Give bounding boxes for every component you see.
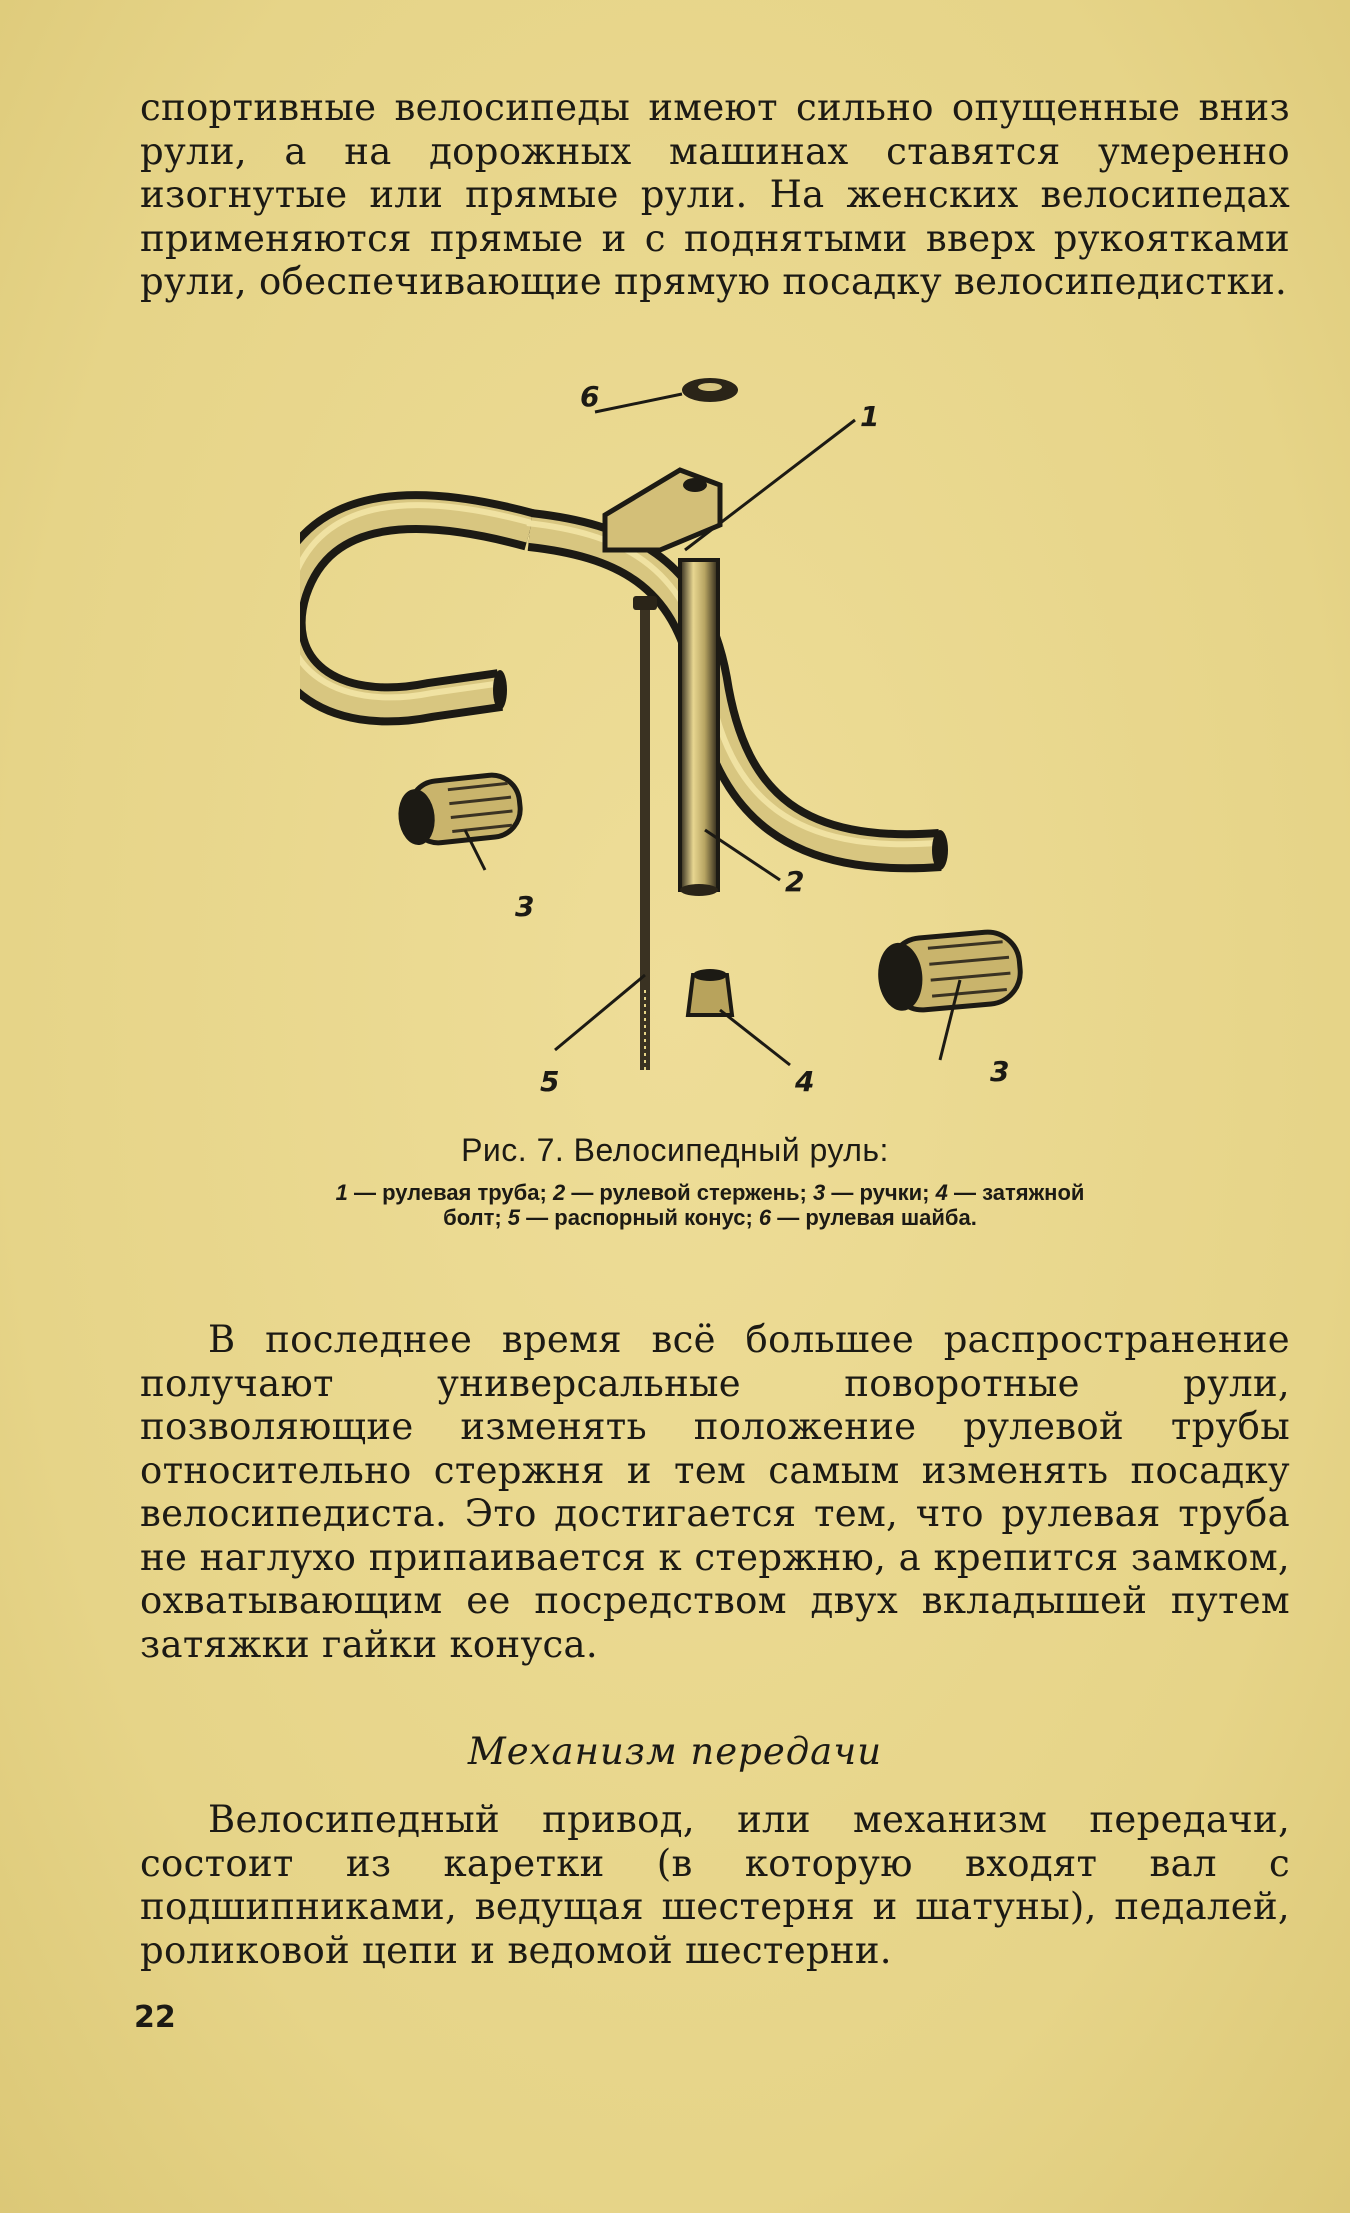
legend-item: 1 — рулевая труба; xyxy=(335,1180,547,1205)
handlebar-tube xyxy=(300,505,948,870)
callout-5: 5 xyxy=(540,1065,560,1098)
handlebar-washer xyxy=(682,378,738,402)
callout-2: 2 xyxy=(785,865,805,898)
paragraph-bottom: Велосипедный привод, или механизм передачи, состоит из каретки (в которую входят вал с подшипниками, ведущая шестерня и шатуны), педалей, роликовой цепи и ведомой шестерни. xyxy=(140,1798,1290,1972)
handlebar-illustration xyxy=(300,350,1080,1100)
legend-item: 3 — ручки; xyxy=(812,1180,930,1205)
legend-item: 4 — затяжной болт; xyxy=(443,1180,1085,1230)
paragraph-top: спортивные велосипеды имеют сильно опущенные вниз рули, а на дорожных машинах ставятся умеренно изогнутые или прямые рули. На женских велосипедах применяются прямые и с поднятыми вверх рукоятками рули, обеспечивающие прямую посадку велосипедистки. xyxy=(140,86,1290,303)
figure-caption-title: Рис. 7. Велосипедный руль: xyxy=(461,1132,889,1168)
handlebar-figure xyxy=(300,350,1080,1100)
callout-1: 1 xyxy=(860,400,880,433)
legend-item: 6 — рулевая шайба. xyxy=(758,1205,977,1230)
grip-left xyxy=(396,772,523,846)
handlebar-stem xyxy=(680,560,718,896)
expander-bolt xyxy=(633,596,657,1070)
callout-3-right: 3 xyxy=(990,1055,1010,1088)
section-heading: Механизм передачи xyxy=(467,1730,883,1773)
legend-item: 5 — распорный конус; xyxy=(507,1205,753,1230)
legend-item: 2 — рулевой стержень; xyxy=(552,1180,807,1205)
grip-right xyxy=(875,929,1022,1012)
callout-3-left: 3 xyxy=(515,890,535,923)
callout-4: 4 xyxy=(795,1065,815,1098)
callout-6: 6 xyxy=(580,380,600,413)
paragraph-middle: В последнее время всё большее распространение получают универсальные поворотные рули, позволяющие изменять положение рулевой трубы относительно стержня и тем самым изменять посадку велосипедиста. Это достигается тем, что рулевая труба не наглухо припаивается к стержню, а крепится замком, охватывающим ее посредством двух вкладышей путем затяжки гайки конуса. xyxy=(140,1318,1290,1666)
figure-caption-legend xyxy=(325,1180,1095,1230)
expander-cone xyxy=(688,969,732,1015)
page-number: 22 xyxy=(134,2000,176,2035)
